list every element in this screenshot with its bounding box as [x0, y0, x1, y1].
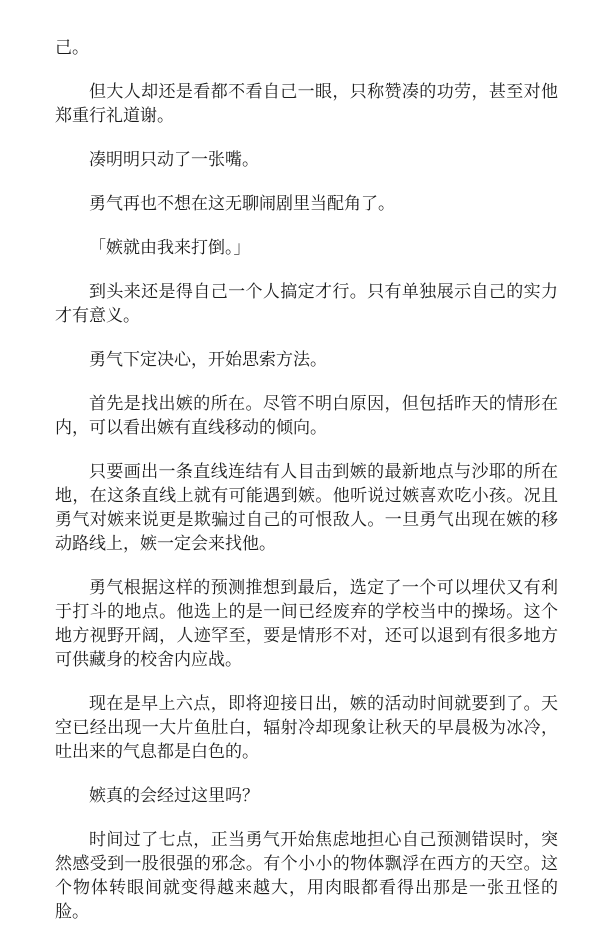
- paragraph-5: 「嫉就由我来打倒。」: [89, 238, 251, 258]
- paragraph-13: 时间过了七点，正当勇气开始焦虑地担心自己预测错误时，突然感受到一股很强的邪念。有个小小的物体飘浮在西方的天空。这个物体转眼间就变得越来越大，用肉眼都看得出那是一张丑怪的脸。: [55, 830, 558, 922]
- paragraph-11: 现在是早上六点，即将迎接日出，嫉的活动时间就要到了。天空已经出现一大片鱼肚白，辐射冷却现象让秋天的早晨极为冰冷，吐出来的气息都是白色的。: [55, 694, 558, 762]
- paragraph-2: 但大人却还是看都不看自己一眼，只称赞凑的功劳，甚至对他郑重行礼道谢。: [55, 82, 558, 126]
- paragraph-1: 己。: [55, 38, 89, 58]
- paragraph-9: 只要画出一条直线连结有人目击到嫉的最新地点与沙耶的所在地，在这条直线上就有可能遇到嫉。他听说过嫉喜欢吃小孩。况且勇气对嫉来说更是欺骗过自己的可恨敌人。一旦勇气出现在嫉的移动路线上，嫉一定会来找他。: [55, 462, 558, 554]
- paragraph-8: 首先是找出嫉的所在。尽管不明白原因，但包括昨天的情形在内，可以看出嫉有直线移动的倾向。: [55, 394, 558, 438]
- page-body: [55, 36, 558, 944]
- paragraph-12: 嫉真的会经过这里吗？: [89, 786, 259, 806]
- paragraph-4: 勇气再也不想在这无聊闹剧里当配角了。: [89, 194, 395, 214]
- paragraph-6: 到头来还是得自己一个人搞定才行。只有单独展示自己的实力才有意义。: [55, 282, 558, 326]
- paragraph-10: 勇气根据这样的预测推想到最后，选定了一个可以埋伏又有利于打斗的地点。他选上的是一间已经废弃的学校当中的操场。这个地方视野开阔，人迹罕至，要是情形不对，还可以退到有很多地方可供藏身的校舍内应战。: [55, 578, 558, 670]
- paragraph-3: 凑明明只动了一张嘴。: [89, 150, 259, 170]
- paragraph-7: 勇气下定决心，开始思索方法。: [89, 350, 327, 370]
